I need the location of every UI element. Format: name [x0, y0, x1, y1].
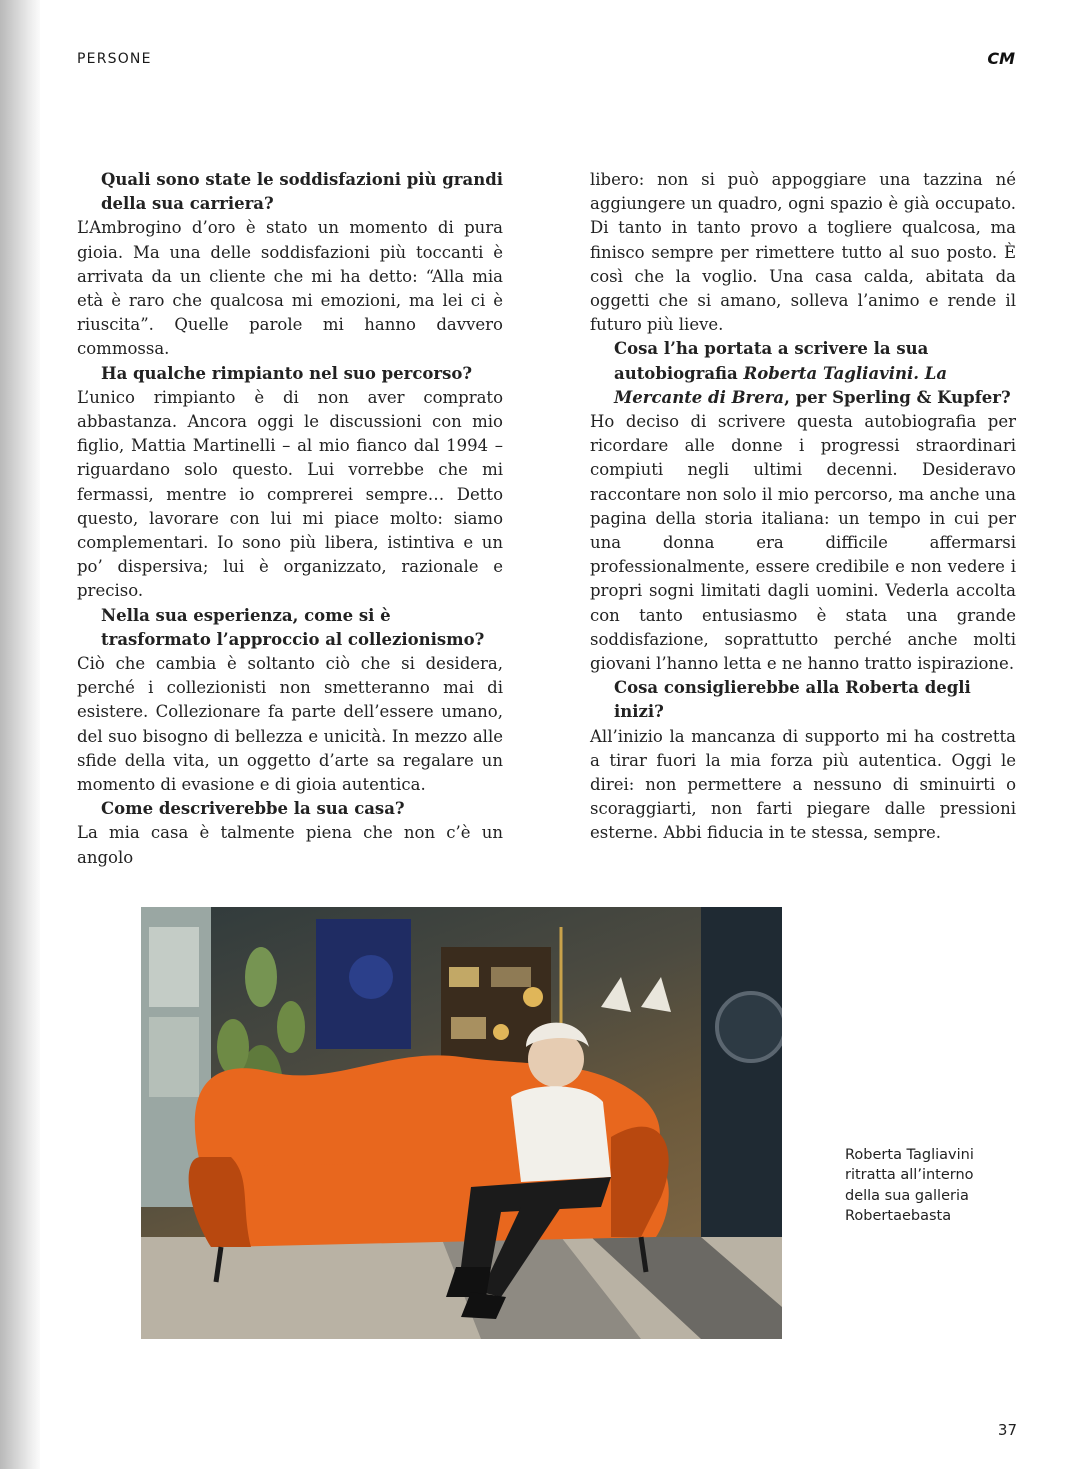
portrait-illustration — [141, 907, 782, 1339]
interview-question: Come descriverebbe la sua casa? — [101, 799, 405, 819]
interview-question: Ha qualche rimpianto nel suo percorso? — [101, 363, 473, 383]
interview-answer: Ciò che cambia è soltanto ciò che si desidera, perché i collezionisti non smetteranno mai di esistere. Collezionare fa parte dell’essere umano, del suo bisogno di bellezza e unicità. In mezzo alle sfide della vita, un oggetto d’arte sa regalare un momento di evasione e di gioia autentica. — [77, 654, 503, 795]
wall-lamp — [601, 977, 631, 1012]
interview-question-book — [590, 337, 1016, 410]
text-column-left — [77, 168, 503, 870]
interview-answer: L’unico rimpianto è di non aver comprato abbastanza. Ancora oggi le discussioni con mio figlio, Mattia Martinelli – al mio fianco dal 1994 – riguardano solo questo. Lui vorrebbe che mi fermassi, mentre io comprerei sempre… Detto questo, lavorare con lui mi piace molto: siamo complementari. Io sono più libera, istintiva e un po’ dispersiva; lui è organizzato, razionale e preciso. — [77, 387, 503, 601]
interview-question: Cosa consiglierebbe alla Roberta degli inizi? — [614, 678, 971, 722]
interview-answer-continued: libero: non si può appoggiare una tazzina né aggiungere un quadro, ogni spazio è già occupato. Di tanto in tanto provo a togliere qualcosa, ma finisco sempre per rimettere tutto al suo posto. È così che la voglio. Una casa calda, abitata da oggetti che si amano, solleva l’animo e rende il futuro più lieve. — [590, 170, 1016, 335]
interview-question: Quali sono state le soddisfazioni più grandi della sua carriera? — [101, 170, 503, 214]
interview-answer: Ho deciso di scrivere questa autobiografia per ricordare alle donne i progressi straordinari compiuti negli ultimi decenni. Desideravo raccontare non solo il mio percorso, ma anche una pagina della storia italiana: un tempo in cui per una donna era difficile affermarsi professionalmente, essere credibile e non vedere i propri sogni limitati dagli uomini. Vederla accolta con tanto entusiasmo è stata una grande soddisfazione, soprattutto perché anche molti giovani l’hanno letta e ne hanno tratto ispirazione. — [590, 412, 1016, 674]
question-text: , per Sperling & Kupfer? — [784, 387, 1011, 407]
page-number: 37 — [997, 1421, 1017, 1439]
photo-caption — [845, 1145, 995, 1226]
caption-line: Robertaebasta — [845, 1207, 952, 1224]
interview-answer: La mia casa è talmente piena che non c’è un angolo — [77, 823, 503, 867]
portrait-photo — [141, 907, 782, 1339]
page-spine-shadow — [0, 0, 40, 1469]
text-column-right — [590, 168, 1016, 846]
section-label: PERSONE — [77, 51, 152, 67]
interview-answer: L’Ambrogino d’oro è stato un momento di pura gioia. Ma una delle soddisfazioni più toccanti è arrivata da un cliente che mi ha detto: “Alla mia età è raro che qualcosa mi emozioni, ma lei ci è riuscita”. Quelle parole mi hanno davvero commossa. — [77, 218, 503, 359]
question-text: Cosa l’ha portata a scrivere la sua autobiografia — [614, 339, 929, 383]
book-title: Roberta Tagliavini. La Mercante di Brera — [614, 363, 948, 407]
caption-line: Roberta Tagliavini — [845, 1147, 974, 1163]
caption-line: ritratta all’interno — [845, 1167, 974, 1184]
interview-answer: All’inizio la mancanza di supporto mi ha costretta a tirar fuori la mia forza più autentica. Oggi le direi: non permettere a nessuno di sminuirti o scoraggiarti, non farti piegare dalle pressioni esterne. Abbi fiducia in te stessa, sempre. — [590, 726, 1016, 843]
interview-question: Nella sua esperienza, come si è trasformato l’approccio al collezionismo? — [101, 605, 485, 649]
lamp — [523, 987, 543, 1007]
caption-line: della sua galleria — [845, 1187, 969, 1204]
magazine-logo: CM — [987, 49, 1015, 68]
woman-blouse — [511, 1086, 611, 1182]
